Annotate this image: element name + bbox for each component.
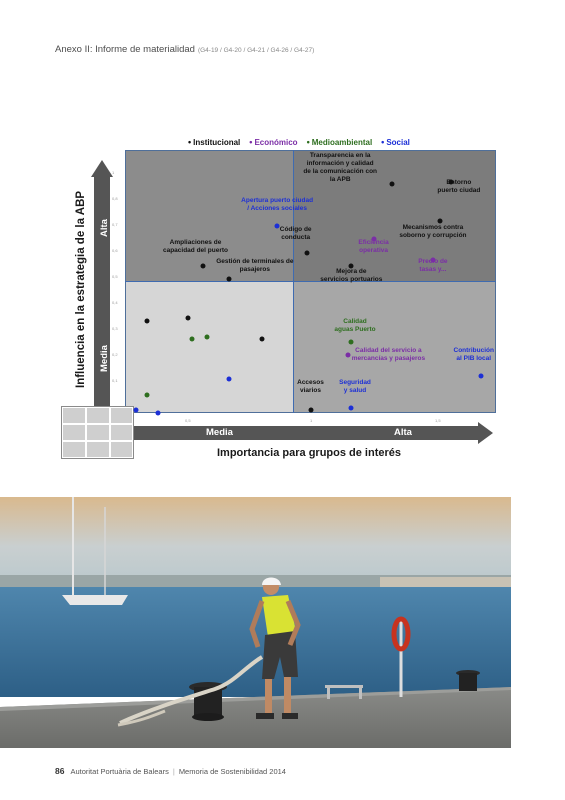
- matrix-point-social: [226, 376, 231, 381]
- matrix-point-medioambiental: [349, 339, 354, 344]
- legend-item-social: [381, 138, 410, 147]
- matrix-point-institucional: [390, 182, 395, 187]
- y-axis-title: Influencia en la estrategia de la ABP: [75, 190, 87, 388]
- x-axis-high-label: Alta: [394, 427, 412, 438]
- matrix-point-label: Mejora de servicios portuarios: [320, 268, 383, 284]
- y-axis-arrowhead: [91, 160, 113, 177]
- legend-item-medioambiental: [307, 138, 373, 147]
- legend-dot-icon: •: [188, 137, 192, 147]
- matrix-point-medioambiental: [145, 392, 150, 397]
- matrix-thumbnail-icon: [61, 406, 134, 459]
- matrix-point-social: [349, 405, 354, 410]
- x-axis-title: Importancia para grupos de interés: [217, 447, 401, 459]
- y-tick-label: 0,6: [112, 248, 118, 253]
- legend-label: Medioambiental: [311, 138, 373, 147]
- matrix-point-institucional: [260, 337, 265, 342]
- matrix-point-institucional: [186, 316, 191, 321]
- matrix-point-label: Entorno puerto ciudad: [437, 178, 481, 194]
- matrix-point-label: Apertura puerto ciudad / Acciones sociales: [241, 197, 314, 213]
- matrix-point-institucional: [145, 318, 150, 323]
- matrix-point-label: Precio de tasas y...: [418, 257, 448, 273]
- matrix-point-label: Contribución al PIB local: [453, 347, 494, 363]
- matrix-point-label: Ampliaciones de capacidad del puerto: [162, 239, 228, 255]
- y-axis-mid-label: Media: [99, 345, 110, 372]
- matrix-point-institucional: [304, 250, 309, 255]
- header-title: Anexo II: Informe de materialidad: [55, 44, 195, 55]
- matrix-point-label: Eficiencia operativa: [358, 239, 389, 255]
- x-axis-arrow: [134, 426, 479, 440]
- matrix-point-social: [479, 374, 484, 379]
- matrix-point-label: Transparencia en la información y calidad de la comunicación con la APB: [303, 152, 378, 184]
- matrix-point-institucional: [226, 276, 231, 281]
- header-codes: (G4-19 / G4-20 / G4-21 / G4-26 / G4-27): [197, 47, 315, 54]
- legend-item-institucional: [188, 138, 240, 147]
- y-tick-label: 0,8: [112, 196, 118, 201]
- y-tick-label: 1: [112, 170, 115, 175]
- legend-label: Institucional: [193, 138, 241, 147]
- y-tick-label: 0,5: [112, 274, 118, 279]
- legend-label: Económico: [254, 138, 298, 147]
- matrix-point-label: Accesos viarios: [297, 378, 324, 394]
- y-tick-label: 0,2: [112, 352, 118, 357]
- matrix-point-institucional: [200, 263, 205, 268]
- matrix-point-label: Gestión de terminales de pasajeros: [216, 257, 294, 273]
- y-tick-label: 0,1: [112, 378, 118, 383]
- y-tick-label: 0,3: [112, 326, 118, 331]
- x-tick-label: 1,5: [435, 418, 441, 423]
- harbor-worker-photo: [0, 497, 511, 748]
- page-footer: 86 Autoritat Portuària de Balears | Memoria de Sostenibilidad 2014: [55, 766, 286, 776]
- matrix-legend: [188, 137, 419, 147]
- x-axis-mid-label: Media: [206, 427, 233, 438]
- matrix-point-label: Calidad aguas Puerto: [334, 318, 376, 334]
- matrix-point-label: Mecanismos contra soborno y corrupción: [399, 223, 467, 239]
- x-tick-label: 0,5: [185, 418, 191, 423]
- x-axis-arrowhead: [478, 422, 493, 444]
- legend-dot-icon: •: [381, 137, 385, 147]
- x-tick-label: 1: [310, 418, 313, 423]
- matrix-point-institucional: [308, 408, 313, 413]
- matrix-v-divider: [293, 150, 294, 413]
- legend-dot-icon: •: [306, 137, 310, 147]
- matrix-point-medioambiental: [189, 337, 194, 342]
- footer-doc: Memoria de Sostenibilidad 2014: [178, 767, 286, 776]
- matrix-point-economico: [345, 353, 350, 358]
- matrix-point-medioambiental: [204, 334, 209, 339]
- matrix-point-label: Código de conducta: [279, 226, 312, 242]
- footer-org: Autoritat Portuària de Balears: [70, 767, 169, 776]
- y-tick-label: 0,7: [112, 222, 118, 227]
- matrix-point-label: Seguridad y salud: [339, 378, 371, 394]
- matrix-point-social: [156, 411, 161, 416]
- legend-dot-icon: •: [249, 137, 253, 147]
- y-tick-label: 0,4: [112, 300, 118, 305]
- legend-item-economico: [249, 138, 297, 147]
- matrix-point-label: Calidad del servicio a mercancías y pasajeros: [351, 347, 426, 363]
- matrix-h-divider: [125, 281, 496, 282]
- legend-label: Social: [386, 138, 410, 147]
- matrix-point-social: [134, 408, 139, 413]
- y-axis-high-label: Alta: [99, 219, 110, 237]
- page-number: 86: [55, 766, 65, 776]
